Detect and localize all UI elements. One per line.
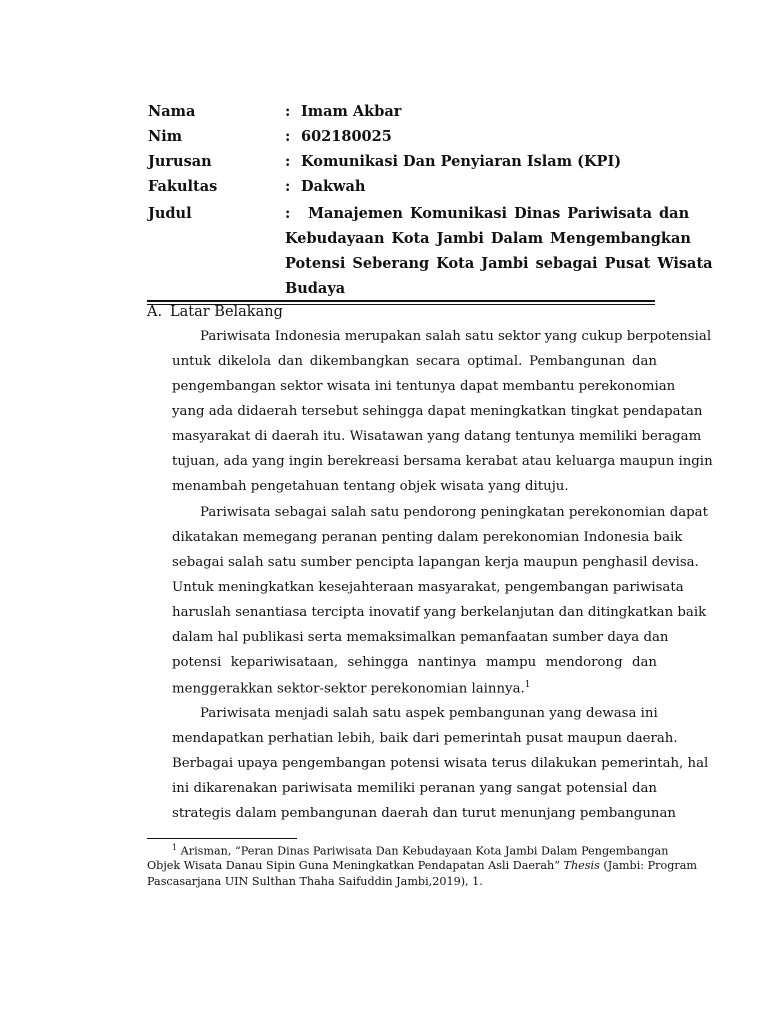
footnote-line <box>172 843 669 858</box>
body-line-with-footnote <box>172 680 657 696</box>
footnote-text: (Jambi: Program <box>603 859 697 872</box>
body-line: Pariwisata menjadi salah satu aspek pembangunan yang dewasa ini <box>200 706 658 721</box>
body-line: haruslah senantiasa tercipta inovatif yang berkelanjutan dan ditingkatkan baik <box>172 605 707 620</box>
body-line: pengembangan sektor wisata ini tentunya dapat membantu perekonomian <box>172 379 676 394</box>
field-value: 602180025 <box>301 128 392 145</box>
body-line: yang ada didaerah tersebut sehingga dapat meningkatkan tingkat pendapatan <box>172 404 703 419</box>
body-line: dikatakan memegang peranan penting dalam perekonomian Indonesia baik <box>172 530 683 545</box>
section-letter: A. <box>147 304 163 320</box>
body-line: untuk dikelola dan dikembangkan secara optimal. Pembangunan dan <box>172 354 657 369</box>
field-label: Nim <box>148 128 183 145</box>
body-line-text: menggerakkan sektor-sektor perekonomian lainnya. <box>172 681 525 697</box>
body-line: Berbagai upaya pengembangan potensi wisata terus dilakukan pemerintah, hal <box>172 756 709 771</box>
body-line: tujuan, ada yang ingin berekreasi bersama kerabat atau keluarga maupun ingin <box>172 454 713 469</box>
judul-line: Kebudayaan Kota Jambi Dalam Mengembangkan <box>285 230 691 247</box>
judul-line: Potensi Seberang Kota Jambi sebagai Pusat Wisata <box>285 255 713 272</box>
field-colon: : <box>285 153 291 170</box>
body-line: Pariwisata sebagai salah satu pendorong peningkatan perekonomian dapat <box>200 505 708 520</box>
body-line: sebagai salah satu sumber pencipta lapangan kerja maupun penghasil devisa. <box>172 555 699 570</box>
body-line: Untuk meningkatkan kesejahteraan masyarakat, pengembangan pariwisata <box>172 580 684 595</box>
footnote-reference: 1 <box>524 680 531 690</box>
footnote-number: 1 <box>172 843 178 852</box>
section-title: Latar Belakang <box>170 304 283 320</box>
body-line: potensi kepariwisataan, sehingga nantinya mampu mendorong dan <box>172 655 657 670</box>
field-label: Jurusan <box>148 153 212 170</box>
body-line: ini dikarenakan pariwisata memiliki peranan yang sangat potensial dan <box>172 781 657 796</box>
body-line: dalam hal publikasi serta memaksimalkan pemanfaatan sumber daya dan <box>172 630 669 645</box>
judul-line: Manajemen Komunikasi Dinas Pariwisata dan <box>308 205 690 222</box>
footnote-line: Pascasarjana UIN Sulthan Thaha Saifuddin Jambi,2019), 1. <box>147 875 483 888</box>
field-label: Judul <box>148 205 192 222</box>
body-line: strategis dalam pembangunan daerah dan turut menunjang pembangunan <box>172 806 676 821</box>
judul-colon: : <box>285 205 291 222</box>
footnote-line <box>147 859 697 872</box>
field-value: Komunikasi Dan Penyiaran Islam (KPI) <box>301 153 622 170</box>
body-line: Pariwisata Indonesia merupakan salah satu sektor yang cukup berpotensial <box>200 329 712 344</box>
body-line: mendapatkan perhatian lebih, baik dari pemerintah pusat maupun daerah. <box>172 731 678 746</box>
judul-line: Budaya <box>285 280 346 297</box>
field-colon: : <box>285 178 291 195</box>
field-value: Dakwah <box>301 178 366 195</box>
field-colon: : <box>285 103 291 120</box>
footnote-separator <box>147 838 297 839</box>
header-divider-thick <box>147 300 655 302</box>
footnote-text: Arisman, “Peran Dinas Pariwisata Dan Kebudayaan Kota Jambi Dalam Pengembangan <box>180 844 669 858</box>
field-colon: : <box>285 128 291 145</box>
field-value: Imam Akbar <box>301 103 402 120</box>
field-label: Fakultas <box>148 178 218 195</box>
footnote-italic: Thesis <box>563 859 600 872</box>
body-line: menambah pengetahuan tentang objek wisata yang dituju. <box>172 479 569 494</box>
body-line: masyarakat di daerah itu. Wisatawan yang datang tentunya memiliki beragam <box>172 429 702 444</box>
field-label: Nama <box>148 103 196 120</box>
footnote-text: Objek Wisata Danau Sipin Guna Meningkatkan Pendapatan Asli Daerah” <box>147 859 560 872</box>
